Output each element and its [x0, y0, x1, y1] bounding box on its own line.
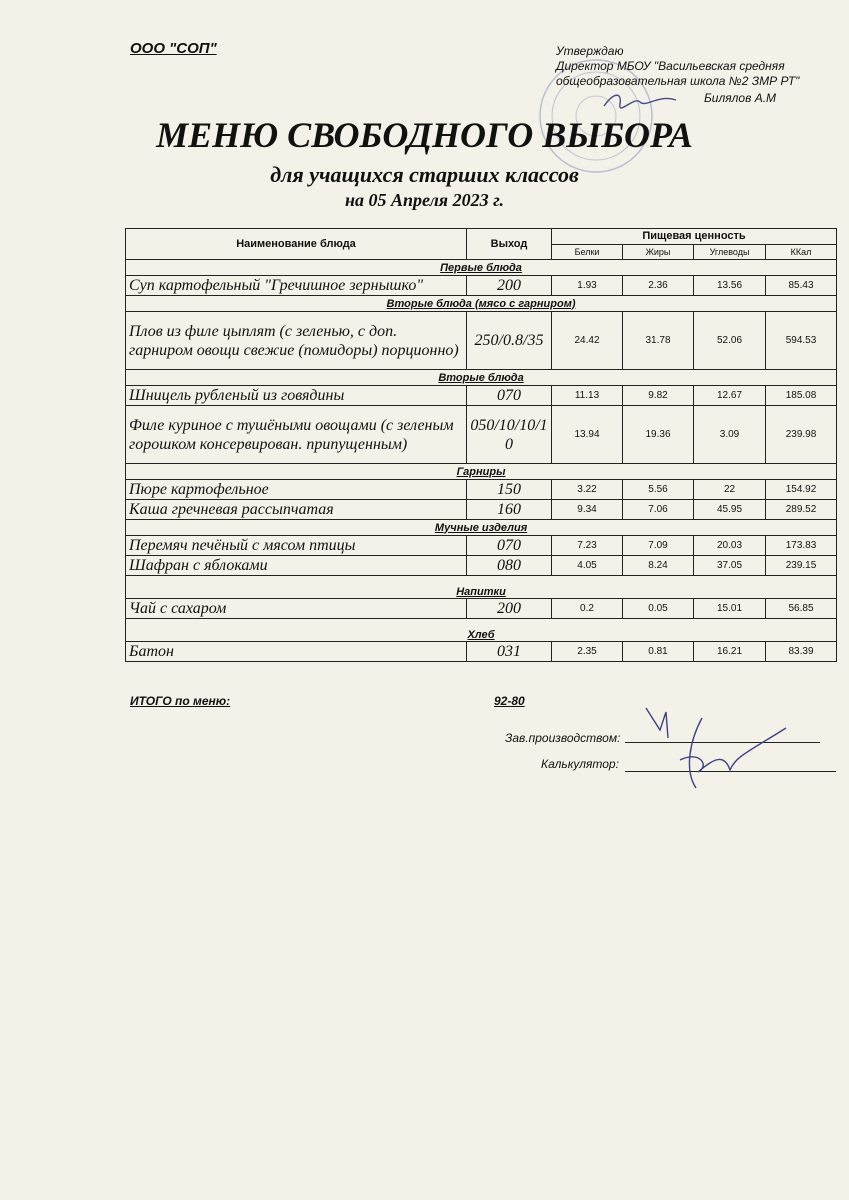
dish-kcal: 239.15 — [766, 556, 837, 576]
handwritten-signature — [640, 700, 790, 800]
production-label: Зав.производством: — [505, 731, 621, 745]
dish-kcal: 83.39 — [766, 642, 837, 662]
header-protein: Белки — [552, 244, 623, 260]
dish-yield: 080 — [467, 556, 552, 576]
dish-fat: 19.36 — [623, 406, 694, 464]
dish-fat: 0.05 — [623, 599, 694, 619]
dish-fat: 8.24 — [623, 556, 694, 576]
total-value: 92-80 — [494, 694, 525, 708]
table-row — [126, 312, 837, 370]
table-row — [126, 276, 837, 296]
calculator-label: Калькулятор: — [541, 757, 619, 771]
table-row — [126, 386, 837, 406]
dish-kcal: 56.85 — [766, 599, 837, 619]
section-title: Хлеб — [467, 629, 495, 641]
dish-fat: 7.09 — [623, 536, 694, 556]
dish-name: Шницель рубленый из говядины — [126, 386, 467, 406]
section-heading — [126, 370, 837, 386]
header-carbs: Углеводы — [694, 244, 766, 260]
dish-kcal: 173.83 — [766, 536, 837, 556]
dish-carbs: 37.05 — [694, 556, 766, 576]
section-heading — [126, 576, 837, 599]
menu-table — [125, 228, 837, 662]
dish-name: Чай с сахаром — [126, 599, 467, 619]
section-heading — [126, 464, 837, 480]
dish-kcal: 289.52 — [766, 500, 837, 520]
dish-fat: 7.06 — [623, 500, 694, 520]
section-heading — [126, 260, 837, 276]
dish-carbs: 12.67 — [694, 386, 766, 406]
dish-name: Плов из филе цыплят (с зеленью, с доп. гарниром овощи свежие (помидоры) порционно) — [126, 312, 467, 370]
table-row — [126, 480, 837, 500]
table-row — [126, 500, 837, 520]
dish-kcal: 594.53 — [766, 312, 837, 370]
page-subtitle: для учащихся старших классов — [270, 162, 579, 187]
dish-protein: 7.23 — [552, 536, 623, 556]
dish-name: Батон — [126, 642, 467, 662]
table-row — [126, 599, 837, 619]
menu-date: на 05 Апреля 2023 г. — [345, 190, 504, 210]
dish-protein: 9.34 — [552, 500, 623, 520]
dish-carbs: 15.01 — [694, 599, 766, 619]
dish-protein: 11.13 — [552, 386, 623, 406]
dish-fat: 2.36 — [623, 276, 694, 296]
dish-name: Суп картофельный "Гречишное зернышко" — [126, 276, 467, 296]
dish-protein: 13.94 — [552, 406, 623, 464]
dish-carbs: 13.56 — [694, 276, 766, 296]
dish-protein: 0.2 — [552, 599, 623, 619]
header-dish-name: Наименование блюда — [126, 229, 467, 260]
approval-line2: Директор МБОУ "Васильевская средняя — [556, 59, 785, 73]
section-title: Вторые блюда — [438, 371, 524, 384]
dish-protein: 4.05 — [552, 556, 623, 576]
dish-yield: 050/10/10/10 — [467, 406, 552, 464]
approval-line1: Утверждаю — [556, 44, 624, 58]
dish-carbs: 16.21 — [694, 642, 766, 662]
dish-name: Шафран с яблоками — [126, 556, 467, 576]
dish-yield: 031 — [467, 642, 552, 662]
dish-yield: 070 — [467, 536, 552, 556]
dish-name: Перемяч печёный с мясом птицы — [126, 536, 467, 556]
section-title: Первые блюда — [440, 261, 522, 274]
dish-protein: 1.93 — [552, 276, 623, 296]
dish-kcal: 85.43 — [766, 276, 837, 296]
dish-name: Филе куриное с тушёными овощами (с зеленым горошком консервирован. припущенным) — [126, 406, 467, 464]
dish-protein: 24.42 — [552, 312, 623, 370]
director-signature — [600, 88, 680, 112]
section-heading — [126, 520, 837, 536]
table-row — [126, 556, 837, 576]
table-row — [126, 642, 837, 662]
approval-block — [556, 44, 836, 106]
dish-yield: 160 — [467, 500, 552, 520]
dish-carbs: 22 — [694, 480, 766, 500]
dish-yield: 070 — [467, 386, 552, 406]
section-title: Вторые блюда (мясо с гарниром) — [386, 297, 576, 310]
section-title: Мучные изделия — [434, 521, 528, 534]
dish-name: Пюре картофельное — [126, 480, 467, 500]
dish-fat: 31.78 — [623, 312, 694, 370]
dish-carbs: 3.09 — [694, 406, 766, 464]
dish-carbs: 52.06 — [694, 312, 766, 370]
dish-name: Каша гречневая рассыпчатая — [126, 500, 467, 520]
dish-kcal: 239.98 — [766, 406, 837, 464]
header-kcal: ККал — [766, 244, 837, 260]
dish-carbs: 20.03 — [694, 536, 766, 556]
dish-fat: 9.82 — [623, 386, 694, 406]
dish-protein: 2.35 — [552, 642, 623, 662]
dish-yield: 250/0.8/35 — [467, 312, 552, 370]
header-fat: Жиры — [623, 244, 694, 260]
table-row — [126, 536, 837, 556]
total-label: ИТОГО по меню: — [130, 694, 231, 708]
dish-yield: 150 — [467, 480, 552, 500]
table-row — [126, 406, 837, 464]
dish-kcal: 185.08 — [766, 386, 837, 406]
dish-protein: 3.22 — [552, 480, 623, 500]
approval-line3: общеобразовательная школа №2 ЗМР РТ" — [556, 74, 800, 88]
page-title: МЕНЮ СВОБОДНОГО ВЫБОРА — [156, 115, 693, 155]
company-name: ООО "СОП" — [130, 40, 217, 57]
header-nutrition: Пищевая ценность — [552, 229, 837, 245]
section-title: Напитки — [456, 586, 506, 598]
dish-kcal: 154.92 — [766, 480, 837, 500]
dish-carbs: 45.95 — [694, 500, 766, 520]
section-heading — [126, 296, 837, 312]
header-yield: Выход — [467, 229, 552, 260]
dish-yield: 200 — [467, 276, 552, 296]
section-heading — [126, 619, 837, 642]
section-title: Гарниры — [456, 465, 506, 478]
dish-yield: 200 — [467, 599, 552, 619]
dish-fat: 0.81 — [623, 642, 694, 662]
dish-fat: 5.56 — [623, 480, 694, 500]
approval-name: Билялов А.М — [704, 91, 777, 105]
